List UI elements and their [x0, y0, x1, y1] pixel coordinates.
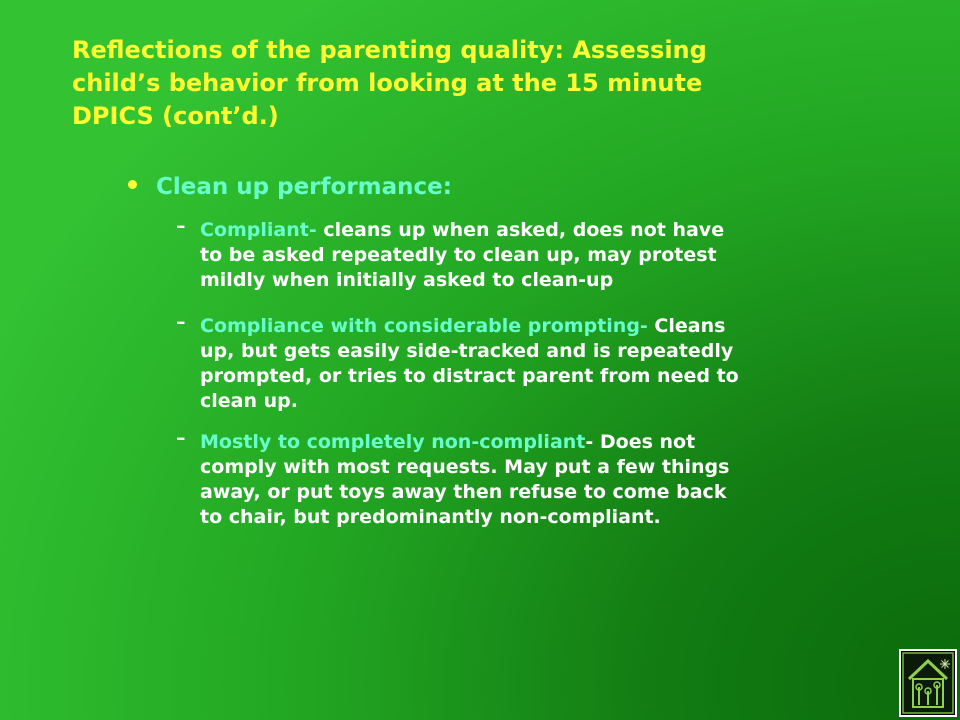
item-text: clean up. — [200, 390, 298, 412]
item-text: - Does not — [585, 431, 696, 453]
item-text: mildly when initially asked to clean-up — [200, 269, 614, 291]
dash-icon: – — [176, 311, 186, 333]
bullet-label: Clean up performance: — [156, 174, 452, 200]
item-term: Compliant- — [200, 219, 317, 241]
logo-graphic — [901, 651, 955, 715]
item-text: comply with most requests. May put a few things — [200, 456, 730, 478]
item-text: away, or put toys away then refuse to come back — [200, 481, 727, 503]
dash-icon: – — [176, 427, 186, 449]
title-line: Reflections of the parenting quality: Assessing — [72, 36, 707, 64]
item-text: up, but gets easily side-tracked and is repeatedly — [200, 340, 734, 362]
item-term: Compliance with considerable prompting- — [200, 315, 648, 337]
bullet-heading — [128, 174, 452, 200]
dash-icon: – — [176, 215, 186, 237]
list-item-considerable-prompting — [176, 311, 876, 414]
item-term: Mostly to completely non-compliant — [200, 431, 586, 453]
title-line: child’s behavior from looking at the 15 minute — [72, 69, 703, 97]
item-text: to be asked repeatedly to clean up, may protest — [200, 244, 717, 266]
item-text: cleans up when asked, does not have — [316, 219, 725, 241]
list-item-compliant — [176, 215, 876, 293]
house-logo-icon — [899, 649, 957, 717]
slide-title — [72, 34, 872, 133]
title-line: DPICS (cont’d.) — [72, 102, 279, 130]
item-text: prompted, or tries to distract parent from need to — [200, 365, 739, 387]
list-item-non-compliant — [176, 427, 876, 530]
item-text: to chair, but predominantly non-compliant. — [200, 506, 661, 528]
bullet-dot-icon — [128, 180, 137, 189]
item-text: Cleans — [647, 315, 726, 337]
